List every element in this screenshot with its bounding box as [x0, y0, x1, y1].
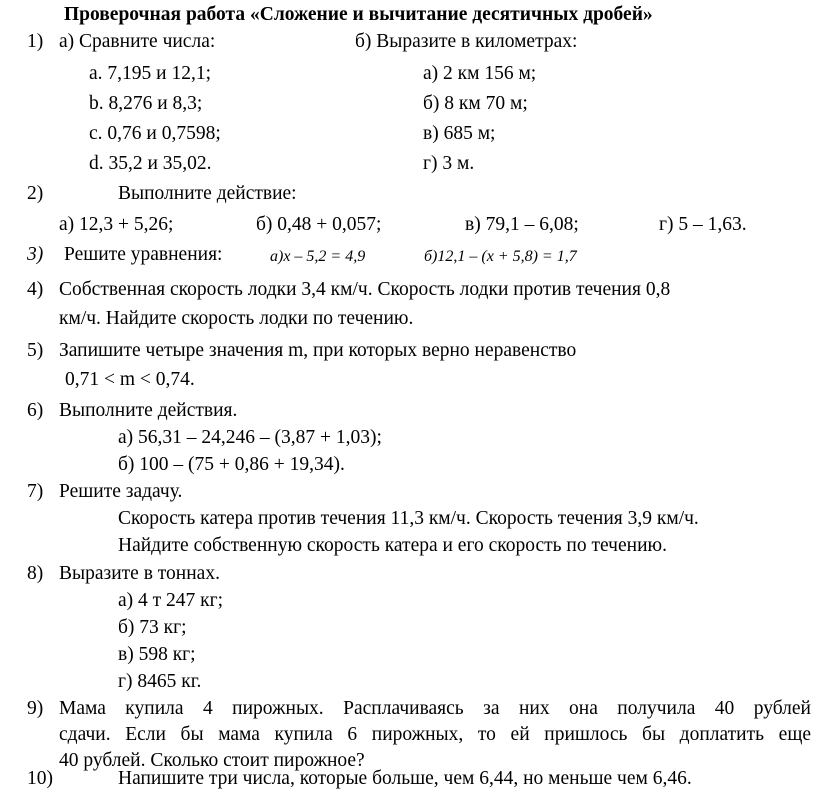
q3-number: 3) — [27, 244, 44, 265]
q9-line: сдачи. Если бы мама купила 6 пирожных, то ей пришлось бы доплатить еще — [59, 724, 811, 745]
q6-number: 6) — [27, 400, 44, 421]
q1-a-item: c. 0,76 и 0,7598; — [89, 123, 221, 144]
q3-text: Решите уравнения: — [64, 244, 223, 265]
q8-item: а) 4 т 247 кг; — [118, 590, 224, 611]
q4-number: 4) — [27, 279, 44, 300]
q7-line: Найдите собственную скорость катера и его скорость по течению. — [118, 535, 667, 556]
q5-line: Запишите четыре значения m, при которых верно неравенство — [59, 340, 577, 361]
q3-equation-b: б)12,1 – (x + 5,8) = 1,7 — [424, 248, 577, 265]
q8-text: Выразите в тоннах. — [59, 563, 220, 584]
q1-b-item: г) 3 м. — [423, 153, 475, 174]
q8-item: г) 8465 кг. — [118, 671, 202, 692]
q1-b-item: б) 8 км 70 м; — [423, 93, 528, 114]
q10-number: 10) — [27, 768, 53, 789]
q1-a-item: b. 8,276 и 8,3; — [89, 93, 203, 114]
page-title: Проверочная работа «Сложение и вычитание десятичных дробей» — [64, 4, 653, 25]
q8-item: в) 598 кг; — [118, 644, 196, 665]
q2-item: б) 0,48 + 0,057; — [256, 214, 382, 235]
q2-item: г) 5 – 1,63. — [659, 214, 747, 235]
q7-text: Решите задачу. — [59, 481, 183, 502]
q1-a-item: a. 7,195 и 12,1; — [89, 63, 212, 84]
q2-item: а) 12,3 + 5,26; — [59, 214, 174, 235]
q2-number: 2) — [27, 183, 44, 204]
q7-number: 7) — [27, 481, 44, 502]
q7-line: Скорость катера против течения 11,3 км/ч. Скорость течения 3,9 км/ч. — [118, 508, 699, 529]
q4-line: км/ч. Найдите скорость лодки по течению. — [59, 308, 414, 329]
q9-line: Мама купила 4 пирожных. Расплачиваясь за них она получила 40 рублей — [59, 698, 811, 719]
q8-item: б) 73 кг; — [118, 617, 187, 638]
q9-number: 9) — [27, 698, 44, 719]
q1-b-label: б) Выразите в километрах: — [355, 31, 578, 52]
q6-item: б) 100 – (75 + 0,86 + 19,34). — [118, 454, 345, 475]
q1-a-item: d. 35,2 и 35,02. — [89, 153, 212, 174]
q1-number: 1) — [27, 31, 44, 52]
q5-number: 5) — [27, 340, 44, 361]
q9-line: 40 рублей. Сколько стоит пирожное? — [59, 750, 365, 771]
q6-text: Выполните действия. — [59, 400, 238, 421]
q2-item: в) 79,1 – 6,08; — [465, 214, 579, 235]
q5-inequality: 0,71 < m < 0,74. — [65, 369, 195, 390]
q8-number: 8) — [27, 563, 44, 584]
q10-text: Напишите три числа, которые больше, чем 6,44, но меньше чем 6,46. — [118, 768, 692, 789]
q1-b-item: в) 685 м; — [423, 123, 496, 144]
q4-line: Собственная скорость лодки 3,4 км/ч. Скорость лодки против течения 0,8 — [59, 279, 671, 300]
q1-b-item: а) 2 км 156 м; — [423, 63, 537, 84]
q1-a-label: а) Сравните числа: — [59, 31, 216, 52]
q3-equation-a: а)x – 5,2 = 4,9 — [270, 248, 366, 265]
q6-item: а) 56,31 – 24,246 – (3,87 + 1,03); — [118, 427, 382, 448]
q2-text: Выполните действие: — [118, 183, 297, 204]
